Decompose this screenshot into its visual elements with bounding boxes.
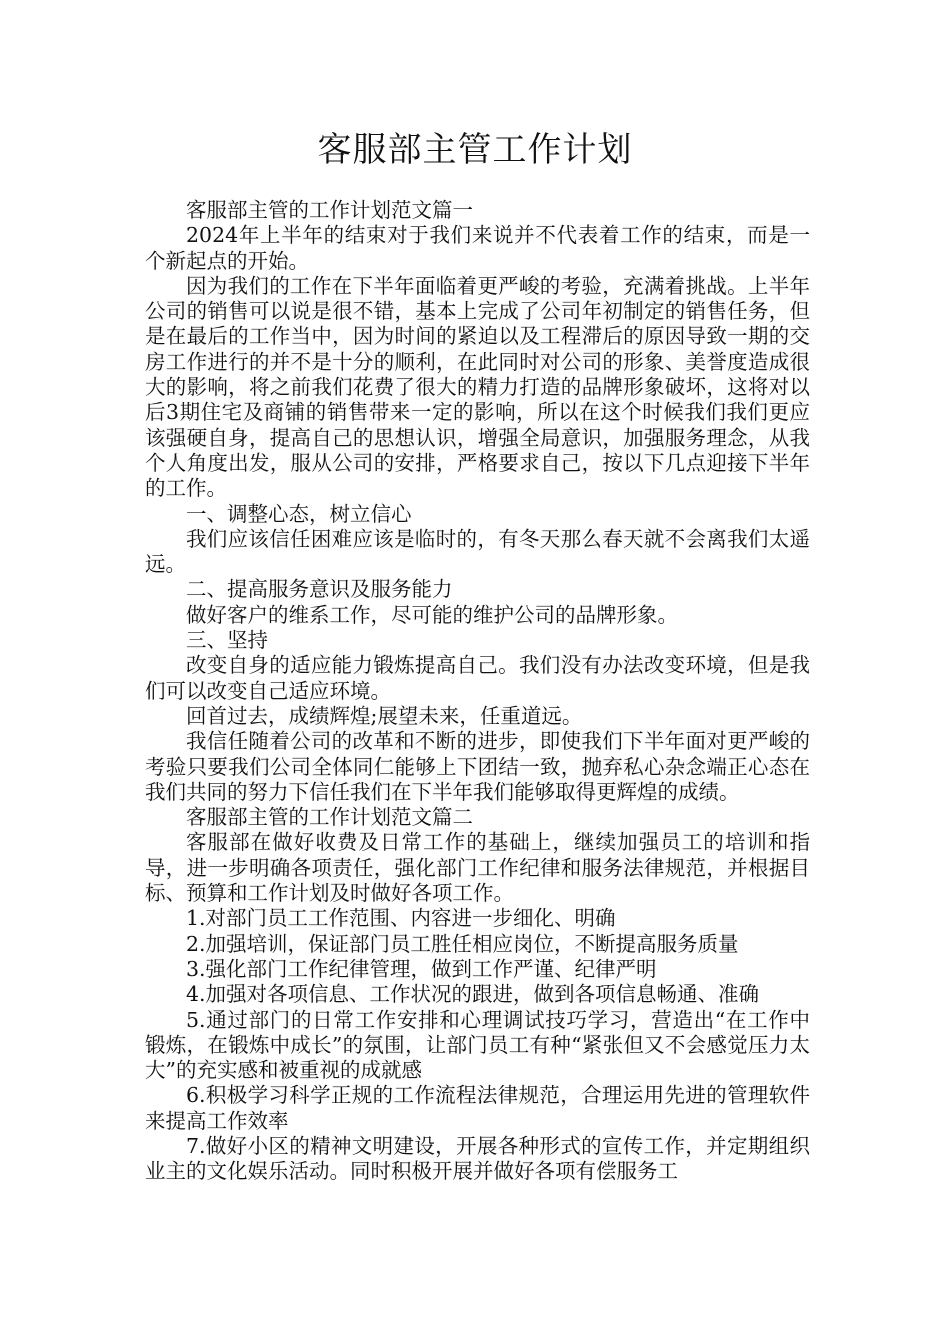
document-body <box>145 198 810 1185</box>
subheading: 三、坚持 <box>186 628 268 653</box>
list-item: 1.对部门员工工作范围、内容进一步细化、明确 <box>186 906 616 931</box>
list-item: 5.通过部门的日常工作安排和心理调试技巧学习，营造出“在工作中锻炼，在锻炼中成长”的氛围，让部门员工有种“紧张但又不会感觉压力太大”的充实感和被重视的成就感 <box>145 1007 810 1083</box>
document-title: 客服部主管工作计划 <box>317 130 633 170</box>
subheading: 一、调整心态，树立信心 <box>186 501 412 526</box>
list-item: 7.做好小区的精神文明建设，开展各种形式的宣传工作，并定期组织业主的文化娱乐活动。同时积极开展并做好各项有偿服务工 <box>145 1133 810 1184</box>
paragraph: 做好客户的维系工作，尽可能的维护公司的品牌形象。 <box>186 602 678 627</box>
section-heading-one: 客服部主管的工作计划范文篇一 <box>186 198 473 222</box>
section-heading-two: 客服部主管的工作计划范文篇二 <box>186 805 473 830</box>
paragraph: 回首过去，成绩辉煌;展望未来，任重道远。 <box>186 703 583 728</box>
paragraph: 改变自身的适应能力锻炼提高自己。我们没有办法改变环境，但是我们可以改变自己适应环境。 <box>145 653 810 703</box>
paragraph: 客服部在做好收费及日常工作的基础上，继续加强员工的培训和指导，进一步明确各项责任，强化部门工作纪律和服务法律规范，并根据目标、预算和工作计划及时做好各项工作。 <box>145 830 810 906</box>
list-item: 4.加强对各项信息、工作状况的跟进，做到各项信息畅通、准确 <box>186 982 760 1007</box>
paragraph: 我们应该信任困难应该是临时的，有冬天那么春天就不会离我们太遥远。 <box>145 526 810 577</box>
list-item: 2.加强培训，保证部门员工胜任相应岗位，不断提高服务质量 <box>186 931 739 956</box>
subheading: 二、提高服务意识及服务能力 <box>186 577 453 602</box>
paragraph: 我信任随着公司的改革和不断的进步，即使我们下半年面对更严峻的考验只要我们公司全体同仁能够上下团结一致，抛弃私心杂念端正心态在我们共同的努力下信任我们在下半年我们能够取得更辉煌的成绩。 <box>145 729 810 804</box>
list-item: 3.强化部门工作纪律管理，做到工作严谨、纪律严明 <box>186 956 657 981</box>
list-item: 6.积极学习科学正规的工作流程法律规范，合理运用先进的管理软件来提高工作效率 <box>145 1083 810 1133</box>
paragraph: 因为我们的工作在下半年面临着更严峻的考验，充满着挑战。上半年公司的销售可以说是很不错，基本上完成了公司年初制定的销售任务，但是在最后的工作当中，因为时间的紧迫以及工程滞后的原因导致一期的交房工作进行的并不是十分的顺利，在此同时对公司的形象、美誉度造成很大的影响，将之前我们花费了很大的精力打造的品牌形象破坏，这将对以后3期住宅及商铺的销售带来一定的影响，所以在这个时候我们我们更应该强硬自身，提高自己的思想认识，增强全局意识，加强服务理念，从我个人角度出发，服从公司的安排，严格要求自己，按以下几点迎接下半年的工作。 <box>145 273 810 501</box>
paragraph: 2024年上半年的结束对于我们来说并不代表着工作的结束，而是一个新起点的开始。 <box>145 223 810 273</box>
